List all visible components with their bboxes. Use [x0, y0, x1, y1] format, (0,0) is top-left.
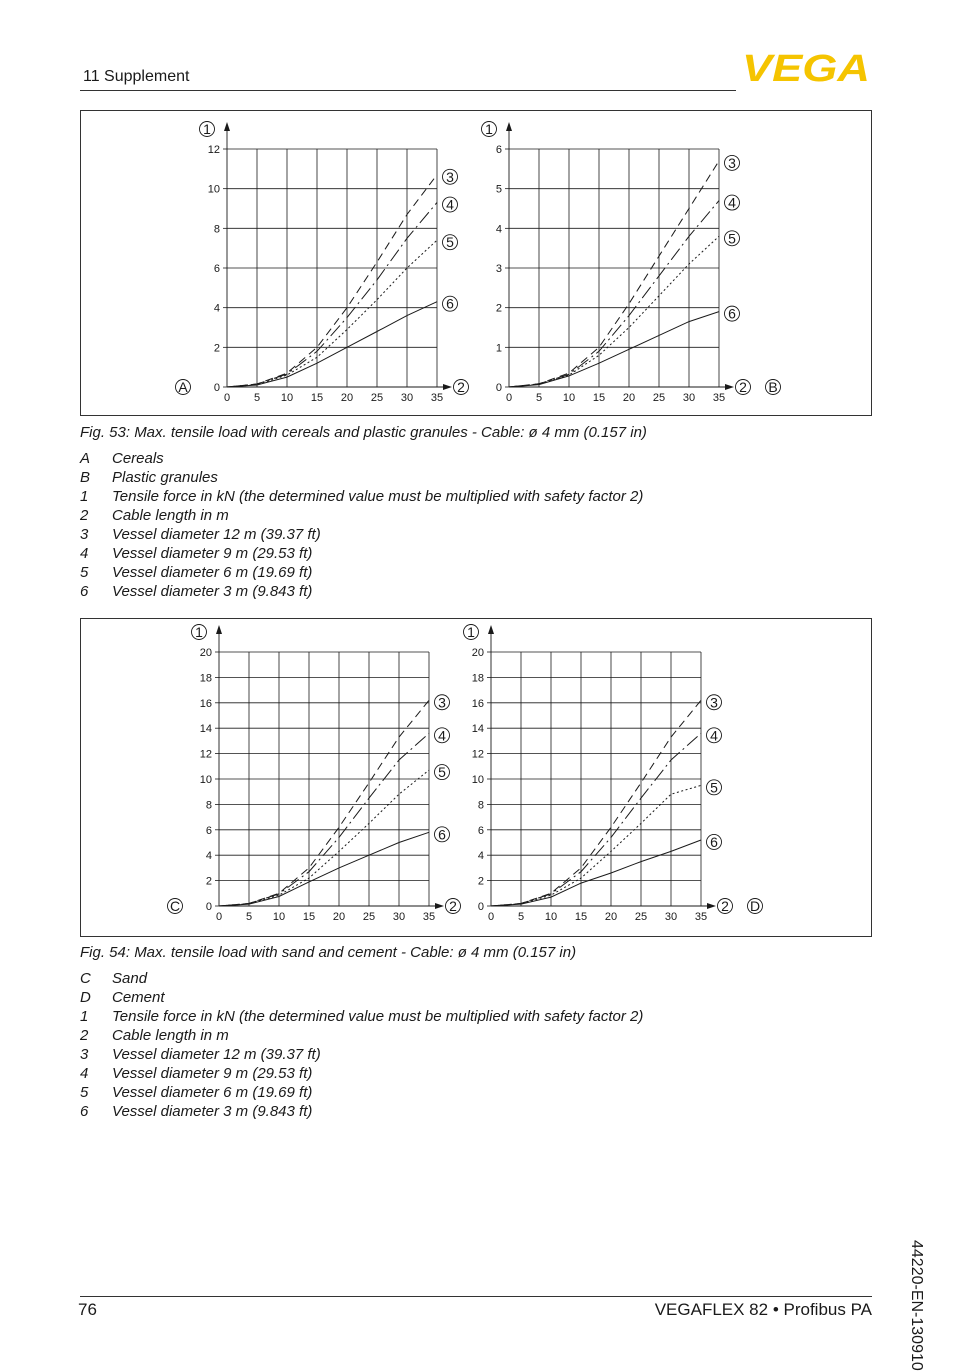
y-axis-marker — [200, 121, 215, 137]
x-tick-label: 5 — [245, 911, 253, 923]
y-tick-label: 8 — [477, 799, 484, 812]
legend-text: Vessel diameter 6 m (19.69 ft) — [112, 564, 313, 581]
x-tick-label: 15 — [302, 911, 316, 923]
y-tick-label: 1 — [495, 342, 502, 355]
series-line-3 — [491, 700, 701, 906]
footer-divider — [80, 1296, 872, 1297]
x-tick-label: 20 — [332, 911, 346, 923]
y-tick-label: 10 — [471, 774, 484, 786]
legend-key: 6 — [80, 583, 89, 600]
legend-item — [80, 563, 643, 582]
x-tick-label: 35 — [694, 911, 708, 923]
series-line-5 — [227, 240, 437, 387]
y-tick-label: 18 — [471, 672, 484, 685]
series-marker-5-label: 5 — [438, 764, 446, 781]
x-axis-marker — [454, 379, 469, 395]
series-marker-3-label: 3 — [728, 154, 736, 171]
series-line-4 — [227, 203, 437, 388]
series-line-6 — [227, 302, 437, 387]
x-axis-marker-label: 2 — [457, 379, 465, 395]
series-line-6 — [491, 840, 701, 906]
series-line-6 — [509, 312, 719, 387]
x-tick-label: 30 — [682, 392, 696, 404]
series-marker-6-label: 6 — [710, 833, 718, 850]
series-marker-4 — [435, 727, 450, 743]
x-tick-label: 5 — [253, 392, 261, 404]
x-tick-label: 25 — [652, 392, 666, 404]
y-tick-label: 2 — [213, 342, 220, 355]
series-marker-4-label: 4 — [728, 194, 736, 211]
panel-letter-label: A — [178, 379, 188, 395]
series-marker-4-label: 4 — [710, 727, 718, 744]
legend-text: Vessel diameter 6 m (19.69 ft) — [112, 1084, 313, 1101]
series-line-4 — [219, 733, 429, 906]
y-tick-label: 0 — [213, 382, 220, 394]
y-axis-marker-label: 1 — [467, 624, 475, 640]
legend-item — [80, 988, 643, 1007]
page-number: 76 — [78, 1300, 97, 1319]
y-tick-label: 6 — [205, 824, 212, 837]
y-tick-label: 4 — [205, 850, 212, 863]
x-axis-marker-label: 2 — [449, 898, 457, 914]
series-marker-4-label: 4 — [446, 196, 454, 213]
series-line-5 — [509, 236, 719, 387]
x-tick-label: 30 — [392, 911, 406, 923]
series-marker-4 — [707, 727, 722, 743]
legend-text: Vessel diameter 12 m (39.37 ft) — [112, 526, 321, 543]
legend-item — [80, 468, 643, 487]
legend-text: Vessel diameter 12 m (39.37 ft) — [112, 1046, 321, 1063]
legend-key: 4 — [80, 545, 89, 562]
legend-text: Cable length in m — [112, 507, 229, 524]
legend-item — [80, 1083, 643, 1102]
series-line-4 — [491, 733, 701, 906]
chart-panel-b — [477, 115, 797, 413]
x-axis-marker — [718, 898, 733, 914]
series-marker-5 — [725, 230, 740, 246]
series-marker-3 — [443, 169, 458, 185]
series-marker-4 — [725, 195, 740, 211]
legend-item — [80, 969, 643, 988]
legend-text: Plastic granules — [112, 469, 218, 486]
legend-item — [80, 1064, 643, 1083]
series-marker-6 — [435, 826, 450, 842]
y-tick-label: 0 — [205, 901, 212, 913]
series-marker-6 — [707, 834, 722, 850]
y-tick-label: 4 — [495, 223, 502, 236]
x-tick-label: 15 — [310, 392, 324, 404]
x-tick-label: 35 — [422, 911, 436, 923]
series-marker-3-label: 3 — [438, 694, 446, 711]
y-axis-arrow — [216, 625, 222, 634]
figure-53-caption: Fig. 53: Max. tensile load with cereals and plastic granules - Cable: ø 4 mm (0.157 in) — [80, 424, 647, 441]
legend-item — [80, 525, 643, 544]
y-tick-label: 8 — [213, 223, 220, 236]
x-tick-label: 0 — [487, 911, 495, 923]
legend-text: Cement — [112, 989, 165, 1006]
x-tick-label: 0 — [505, 392, 513, 404]
x-tick-label: 25 — [370, 392, 384, 404]
series-line-3 — [509, 161, 719, 387]
x-axis-arrow — [707, 903, 716, 909]
y-tick-label: 14 — [199, 723, 212, 736]
legend-item — [80, 487, 643, 506]
series-marker-3-label: 3 — [446, 168, 454, 185]
legend-text: Vessel diameter 9 m (29.53 ft) — [112, 545, 313, 562]
legend-text: Tensile force in kN (the determined value must be multiplied with safety factor 2) — [112, 1008, 644, 1025]
y-tick-label: 5 — [495, 183, 502, 196]
figure-54-legend — [80, 969, 643, 1121]
y-tick-label: 4 — [213, 302, 220, 315]
series-marker-5-label: 5 — [728, 230, 736, 247]
y-tick-label: 12 — [471, 748, 484, 761]
legend-key: C — [80, 970, 91, 987]
y-tick-label: 6 — [495, 144, 502, 156]
series-marker-4-label: 4 — [438, 727, 446, 744]
series-marker-6-label: 6 — [446, 295, 454, 312]
legend-item — [80, 544, 643, 563]
logo-text: VEGA — [742, 50, 870, 84]
series-marker-6-label: 6 — [728, 305, 736, 322]
chart-panel-d — [457, 623, 777, 933]
y-tick-label: 3 — [495, 263, 502, 275]
x-tick-label: 35 — [712, 392, 726, 404]
panel-letter — [766, 379, 781, 395]
figure-53-frame — [80, 110, 872, 416]
series-marker-5 — [707, 779, 722, 795]
y-tick-label: 2 — [477, 875, 484, 888]
header-divider — [80, 90, 736, 91]
series-marker-3-label: 3 — [710, 694, 718, 711]
x-tick-label: 20 — [622, 392, 636, 404]
y-tick-label: 10 — [199, 774, 212, 786]
legend-text: Cereals — [112, 450, 164, 467]
vega-logo — [740, 50, 872, 84]
legend-key: 3 — [80, 1046, 89, 1063]
legend-key: 4 — [80, 1065, 89, 1082]
series-marker-3 — [435, 694, 450, 710]
panel-letter-label: C — [169, 898, 181, 914]
y-tick-label: 14 — [471, 723, 484, 736]
x-tick-label: 5 — [517, 911, 525, 923]
y-tick-label: 18 — [199, 672, 212, 685]
x-axis-marker-label: 2 — [739, 379, 747, 395]
series-line-5 — [219, 770, 429, 906]
legend-key: 3 — [80, 526, 89, 543]
y-tick-label: 16 — [471, 697, 484, 710]
legend-key: 6 — [80, 1103, 89, 1120]
y-tick-label: 0 — [495, 382, 502, 394]
series-marker-4 — [443, 197, 458, 213]
legend-key: 1 — [80, 488, 89, 505]
legend-key: 2 — [80, 1027, 89, 1044]
y-axis-arrow — [224, 122, 230, 131]
legend-key: B — [80, 469, 91, 486]
y-tick-label: 4 — [477, 850, 484, 863]
x-tick-label: 10 — [272, 911, 286, 923]
x-axis-arrow — [443, 384, 452, 390]
x-tick-label: 10 — [562, 392, 576, 404]
panel-letter-label: B — [768, 379, 778, 395]
legend-item — [80, 582, 643, 601]
x-tick-label: 25 — [634, 911, 648, 923]
panel-letter — [748, 898, 763, 914]
x-tick-label: 15 — [574, 911, 588, 923]
legend-text: Vessel diameter 3 m (9.843 ft) — [112, 1103, 313, 1120]
series-line-5 — [491, 785, 701, 906]
y-tick-label: 8 — [205, 799, 212, 812]
legend-text: Tensile force in kN (the determined value must be multiplied with safety factor 2) — [112, 488, 644, 505]
product-name: VEGAFLEX 82 • Profibus PA — [654, 1300, 872, 1319]
legend-item — [80, 1007, 643, 1026]
panel-letter — [176, 379, 191, 395]
y-tick-label: 20 — [471, 647, 484, 659]
x-tick-label: 20 — [340, 392, 354, 404]
legend-item — [80, 449, 643, 468]
y-tick-label: 12 — [207, 144, 220, 156]
figure-53-legend — [80, 449, 643, 601]
y-tick-label: 6 — [213, 263, 220, 275]
series-marker-6-label: 6 — [438, 826, 446, 843]
legend-item — [80, 1026, 643, 1045]
legend-text: Vessel diameter 3 m (9.843 ft) — [112, 583, 313, 600]
x-axis-marker — [736, 379, 751, 395]
y-tick-label: 6 — [477, 824, 484, 837]
legend-key: 2 — [80, 507, 89, 524]
figure-54-caption: Fig. 54: Max. tensile load with sand and cement - Cable: ø 4 mm (0.157 in) — [80, 944, 577, 961]
x-axis-marker-label: 2 — [721, 898, 729, 914]
y-axis-marker-label: 1 — [485, 121, 493, 137]
y-axis-marker-label: 1 — [195, 624, 203, 640]
x-tick-label: 25 — [362, 911, 376, 923]
series-marker-5 — [435, 764, 450, 780]
series-marker-3 — [707, 694, 722, 710]
x-tick-label: 15 — [592, 392, 606, 404]
x-tick-label: 10 — [544, 911, 558, 923]
series-marker-5 — [443, 234, 458, 250]
series-marker-6 — [725, 306, 740, 322]
x-tick-label: 0 — [215, 911, 223, 923]
x-tick-label: 5 — [535, 392, 543, 404]
y-axis-marker — [192, 624, 207, 640]
x-axis-arrow — [435, 903, 444, 909]
y-tick-label: 16 — [199, 697, 212, 710]
x-tick-label: 30 — [400, 392, 414, 404]
y-axis-marker — [464, 624, 479, 640]
panel-letter-label: D — [749, 898, 761, 914]
legend-text: Cable length in m — [112, 1027, 229, 1044]
chart-panel-c — [161, 623, 461, 933]
y-tick-label: 20 — [199, 647, 212, 659]
y-axis-marker-label: 1 — [203, 121, 211, 137]
panel-letter — [168, 898, 183, 914]
legend-key: A — [80, 450, 91, 467]
series-marker-5-label: 5 — [710, 779, 718, 796]
series-marker-6 — [443, 296, 458, 312]
y-axis-arrow — [506, 122, 512, 131]
x-tick-label: 0 — [223, 392, 231, 404]
x-axis-arrow — [725, 384, 734, 390]
x-tick-label: 10 — [280, 392, 294, 404]
y-axis-marker — [482, 121, 497, 137]
x-tick-label: 30 — [664, 911, 678, 923]
section-title: 11 Supplement — [83, 68, 190, 85]
legend-key: 5 — [80, 564, 89, 581]
legend-item — [80, 1045, 643, 1064]
legend-key: D — [80, 989, 91, 1006]
y-axis-arrow — [488, 625, 494, 634]
y-tick-label: 2 — [205, 875, 212, 888]
y-tick-label: 2 — [495, 302, 502, 315]
chart-panel-a — [171, 115, 471, 413]
legend-text: Sand — [112, 970, 148, 987]
document-code: 44220-EN-130910 — [908, 1240, 925, 1371]
x-tick-label: 20 — [604, 911, 618, 923]
y-tick-label: 12 — [199, 748, 212, 761]
figure-54-frame — [80, 618, 872, 937]
legend-item — [80, 506, 643, 525]
legend-key: 1 — [80, 1008, 89, 1025]
x-tick-label: 35 — [430, 392, 444, 404]
y-tick-label: 10 — [207, 183, 220, 196]
series-marker-5-label: 5 — [446, 234, 454, 251]
legend-text: Vessel diameter 9 m (29.53 ft) — [112, 1065, 313, 1082]
legend-key: 5 — [80, 1084, 89, 1101]
legend-item — [80, 1102, 643, 1121]
series-marker-3 — [725, 155, 740, 171]
series-line-6 — [219, 832, 429, 906]
y-tick-label: 0 — [477, 901, 484, 913]
